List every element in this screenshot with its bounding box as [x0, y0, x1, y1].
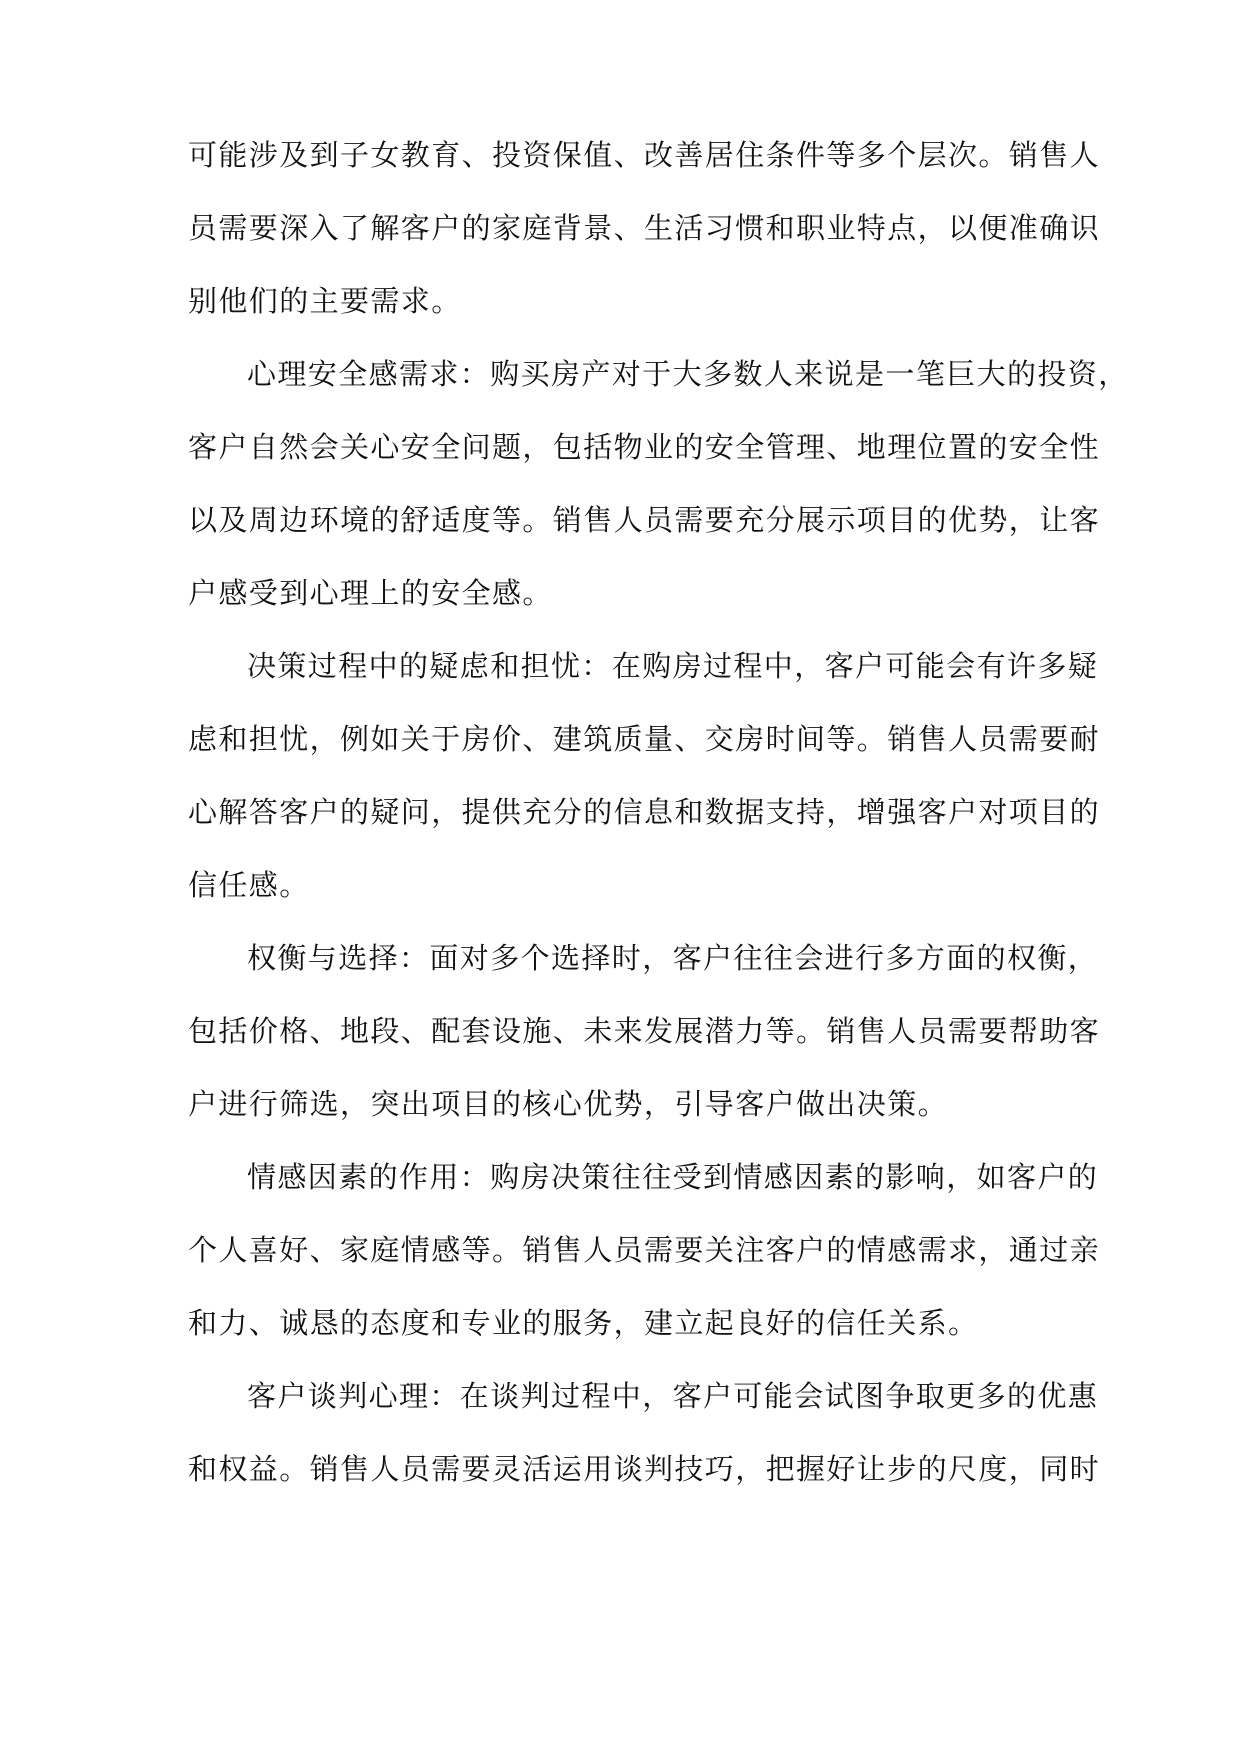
text-line: 客户自然会关心安全问题，包括物业的安全管理、地理位置的安全性	[188, 430, 1101, 464]
text-line: 以及周边环境的舒适度等。销售人员需要充分展示项目的优势，让客	[188, 503, 1101, 537]
text-line: 信任感。	[188, 868, 310, 902]
text-line: 心解答客户的疑问，提供充分的信息和数据支持，增强客户对项目的	[188, 795, 1101, 829]
text-line: 和力、诚恳的态度和专业的服务，建立起良好的信任关系。	[188, 1306, 979, 1340]
text-line: 户进行筛选，突出项目的核心优势，引导客户做出决策。	[188, 1087, 949, 1121]
paragraph-first-line: 心理安全感需求：购买房产对于大多数人来说是一笔巨大的投资，	[247, 357, 1129, 391]
text-line: 包括价格、地段、配套设施、未来发展潜力等。销售人员需要帮助客	[188, 1014, 1101, 1048]
text-line: 和权益。销售人员需要灵活运用谈判技巧，把握好让步的尺度，同时	[188, 1452, 1101, 1486]
paragraph-first-line: 权衡与选择：面对多个选择时，客户往往会进行多方面的权衡，	[247, 941, 1099, 975]
text-line: 别他们的主要需求。	[188, 284, 462, 318]
text-line: 户感受到心理上的安全感。	[188, 576, 553, 610]
paragraph-first-line: 客户谈判心理：在谈判过程中，客户可能会试图争取更多的优惠	[247, 1379, 1099, 1413]
text-line: 虑和担忧，例如关于房价、建筑质量、交房时间等。销售人员需要耐	[188, 722, 1101, 756]
paragraph-first-line: 决策过程中的疑虑和担忧：在购房过程中，客户可能会有许多疑	[247, 649, 1099, 683]
paragraph-first-line: 情感因素的作用：购房决策往往受到情感因素的影响，如客户的	[247, 1160, 1099, 1194]
text-line: 可能涉及到子女教育、投资保值、改善居住条件等多个层次。销售人	[188, 138, 1101, 172]
text-line: 员需要深入了解客户的家庭背景、生活习惯和职业特点，以便准确识	[188, 211, 1101, 245]
text-line: 个人喜好、家庭情感等。销售人员需要关注客户的情感需求，通过亲	[188, 1233, 1101, 1267]
